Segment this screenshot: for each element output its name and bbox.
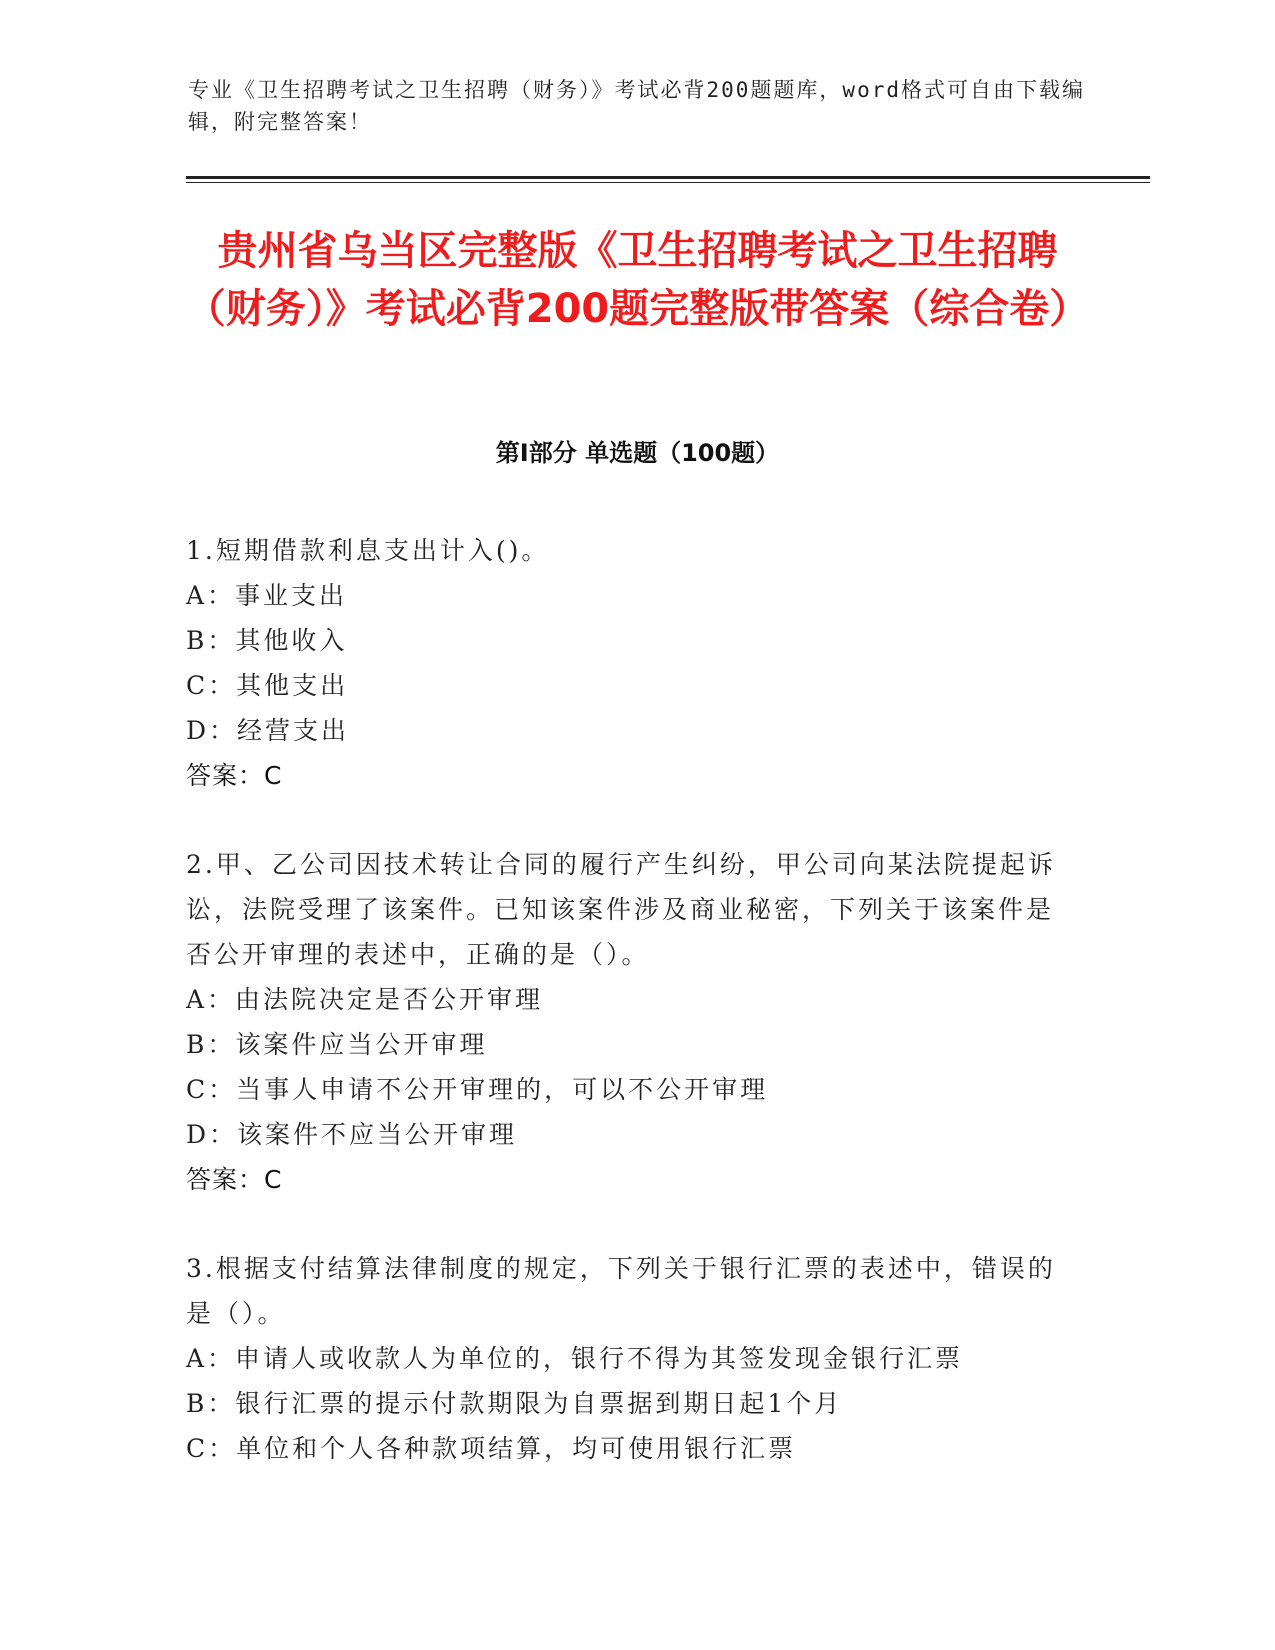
option-b: B：该案件应当公开审理 [186, 1030, 488, 1059]
question-3 [186, 1246, 1066, 1471]
document-title: 贵州省乌当区完整版《卫生招聘考试之卫生招聘（财务）》考试必背200题完整版带答案（综合卷） [185, 228, 1090, 332]
option-b: B：银行汇票的提示付款期限为自票据到期日起1个月 [186, 1389, 843, 1418]
option-d: D：该案件不应当公开审理 [186, 1120, 518, 1149]
option-a: A：由法院决定是否公开审理 [186, 985, 544, 1014]
header-divider-thin [186, 182, 1150, 183]
header-divider-thick [186, 176, 1150, 179]
option-a: A：申请人或收款人为单位的，银行不得为其签发现金银行汇票 [186, 1344, 964, 1373]
option-c: C：当事人申请不公开审理的，可以不公开审理 [186, 1075, 769, 1104]
question-stem: 2.甲、乙公司因技术转让合同的履行产生纠纷，甲公司向某法院提起诉讼，法院受理了该案件。已知该案件涉及商业秘密，下列关于该案件是否公开审理的表述中，正确的是（）。 [186, 850, 1056, 969]
option-d: D：经营支出 [186, 716, 350, 745]
question-stem: 3.根据支付结算法律制度的规定，下列关于银行汇票的表述中，错误的是（）。 [186, 1254, 1056, 1328]
answer: 答案：C [186, 761, 283, 790]
header-note: 专业《卫生招聘考试之卫生招聘（财务）》考试必背200题题库，word格式可自由下载编辑，附完整答案！ [188, 78, 1085, 134]
answer: 答案：C [186, 1165, 283, 1194]
question-2 [186, 842, 1066, 1202]
option-c: C：单位和个人各种款项结算，均可使用银行汇票 [186, 1434, 797, 1463]
option-b: B：其他收入 [186, 626, 348, 655]
section-heading: 第Ⅰ部分 单选题（100题） [495, 439, 780, 467]
question-1 [186, 528, 1066, 798]
option-c: C：其他支出 [186, 671, 349, 700]
question-list [186, 528, 1066, 1515]
option-a: A：事业支出 [186, 581, 348, 610]
question-stem: 1.短期借款利息支出计入()。 [186, 536, 550, 565]
